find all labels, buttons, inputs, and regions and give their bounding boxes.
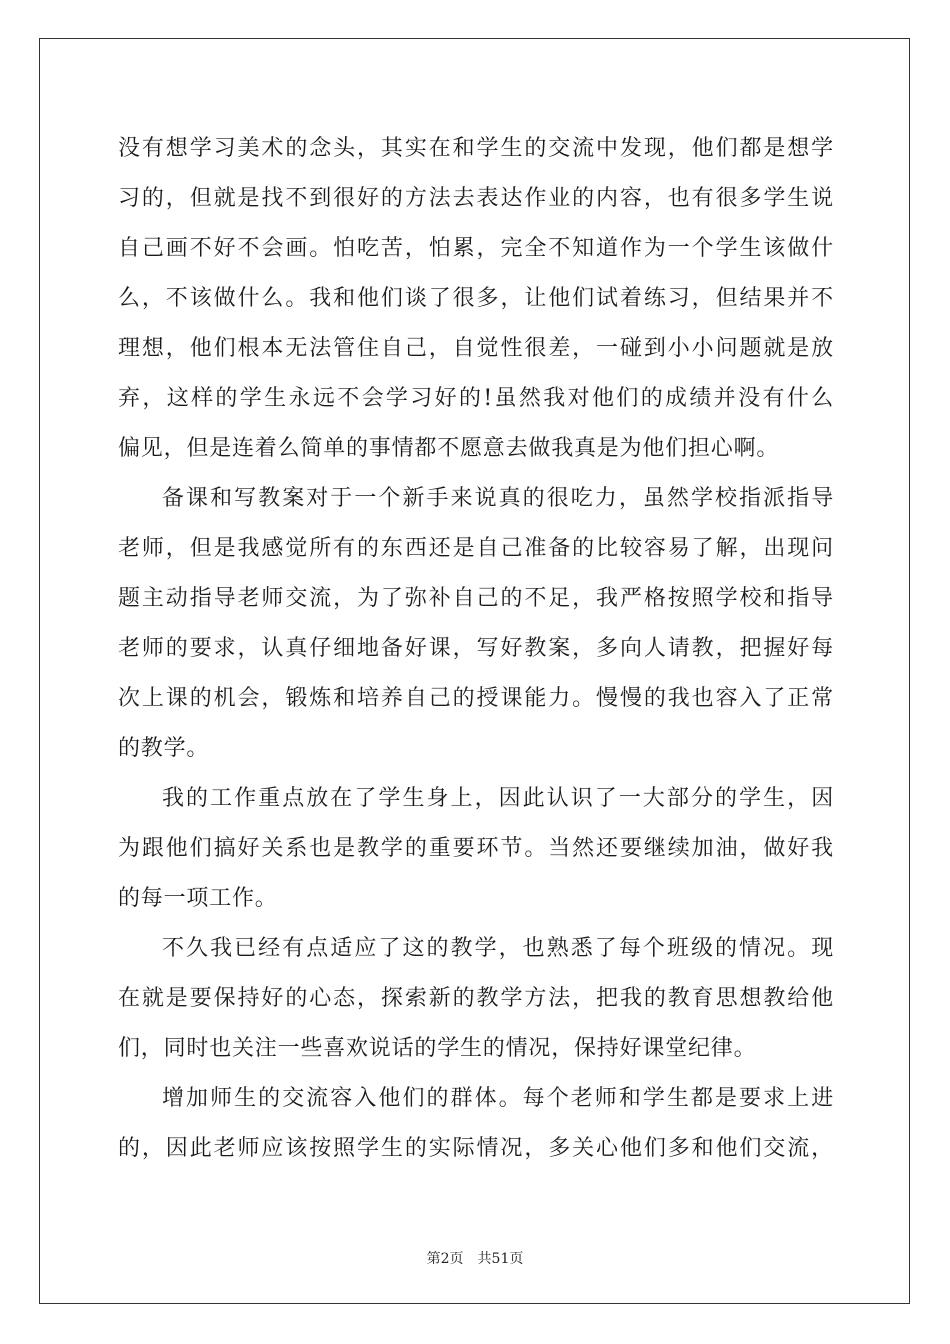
text-line: 偏见，但是连着么简单的事情都不愿意去做我真是为他们担心啊。	[118, 436, 780, 461]
text-line: 不久我已经有点适应了这的教学，也熟悉了每个班级的情况。现	[162, 936, 834, 961]
text-line: 自己画不好不会画。怕吃苦，怕累，完全不知道作为一个学生该做什	[118, 236, 834, 261]
paragraph	[118, 124, 834, 474]
text-line: 习的，但就是找不到很好的方法去表达作业的内容，也有很多学生说	[118, 186, 834, 211]
text-line: 理想，他们根本无法管住自己，自觉性很差，一碰到小小问题就是放	[118, 336, 834, 361]
text-line: 备课和写教案对于一个新手来说真的很吃力，虽然学校指派指导	[162, 486, 834, 511]
text-line: 为跟他们搞好关系也是教学的重要环节。当然还要继续加油，做好我	[118, 836, 834, 861]
text-line: 次上课的机会，锻炼和培养自己的授课能力。慢慢的我也容入了正常	[118, 686, 834, 711]
page-number: 第2页	[426, 1251, 464, 1267]
text-line: 么，不该做什么。我和他们谈了很多，让他们试着练习，但结果并不	[118, 286, 834, 311]
paragraph	[118, 1074, 834, 1174]
text-line: 增加师生的交流容入他们的群体。每个老师和学生都是要求上进	[162, 1086, 834, 1111]
page-footer	[0, 1248, 950, 1268]
text-line: 我的工作重点放在了学生身上，因此认识了一大部分的学生，因	[162, 786, 834, 811]
text-line: 的教学。	[118, 736, 210, 761]
document-body	[118, 124, 834, 1174]
text-line: 的每一项工作。	[118, 886, 278, 911]
text-line: 在就是要保持好的心态，探索新的教学方法，把我的教育思想教给他	[118, 986, 834, 1011]
text-line: 老师的要求，认真仔细地备好课，写好教案，多向人请教，把握好每	[118, 636, 834, 661]
text-line: 们，同时也关注一些喜欢说话的学生的情况，保持好课堂纪律。	[118, 1036, 757, 1061]
paragraph	[118, 474, 834, 774]
text-line: 弃，这样的学生永远不会学习好的!虽然我对他们的成绩并没有什么	[118, 386, 834, 411]
text-line: 没有想学习美术的念头，其实在和学生的交流中发现，他们都是想学	[118, 136, 834, 161]
text-line: 的，因此老师应该按照学生的实际情况，多关心他们多和他们交流，	[118, 1136, 834, 1161]
text-line: 老师，但是我感觉所有的东西还是自己准备的比较容易了解，出现问	[118, 536, 834, 561]
page-total: 共51页	[477, 1251, 524, 1267]
paragraph	[118, 924, 834, 1074]
paragraph	[118, 774, 834, 924]
text-line: 题主动指导老师交流，为了弥补自己的不足，我严格按照学校和指导	[118, 586, 834, 611]
